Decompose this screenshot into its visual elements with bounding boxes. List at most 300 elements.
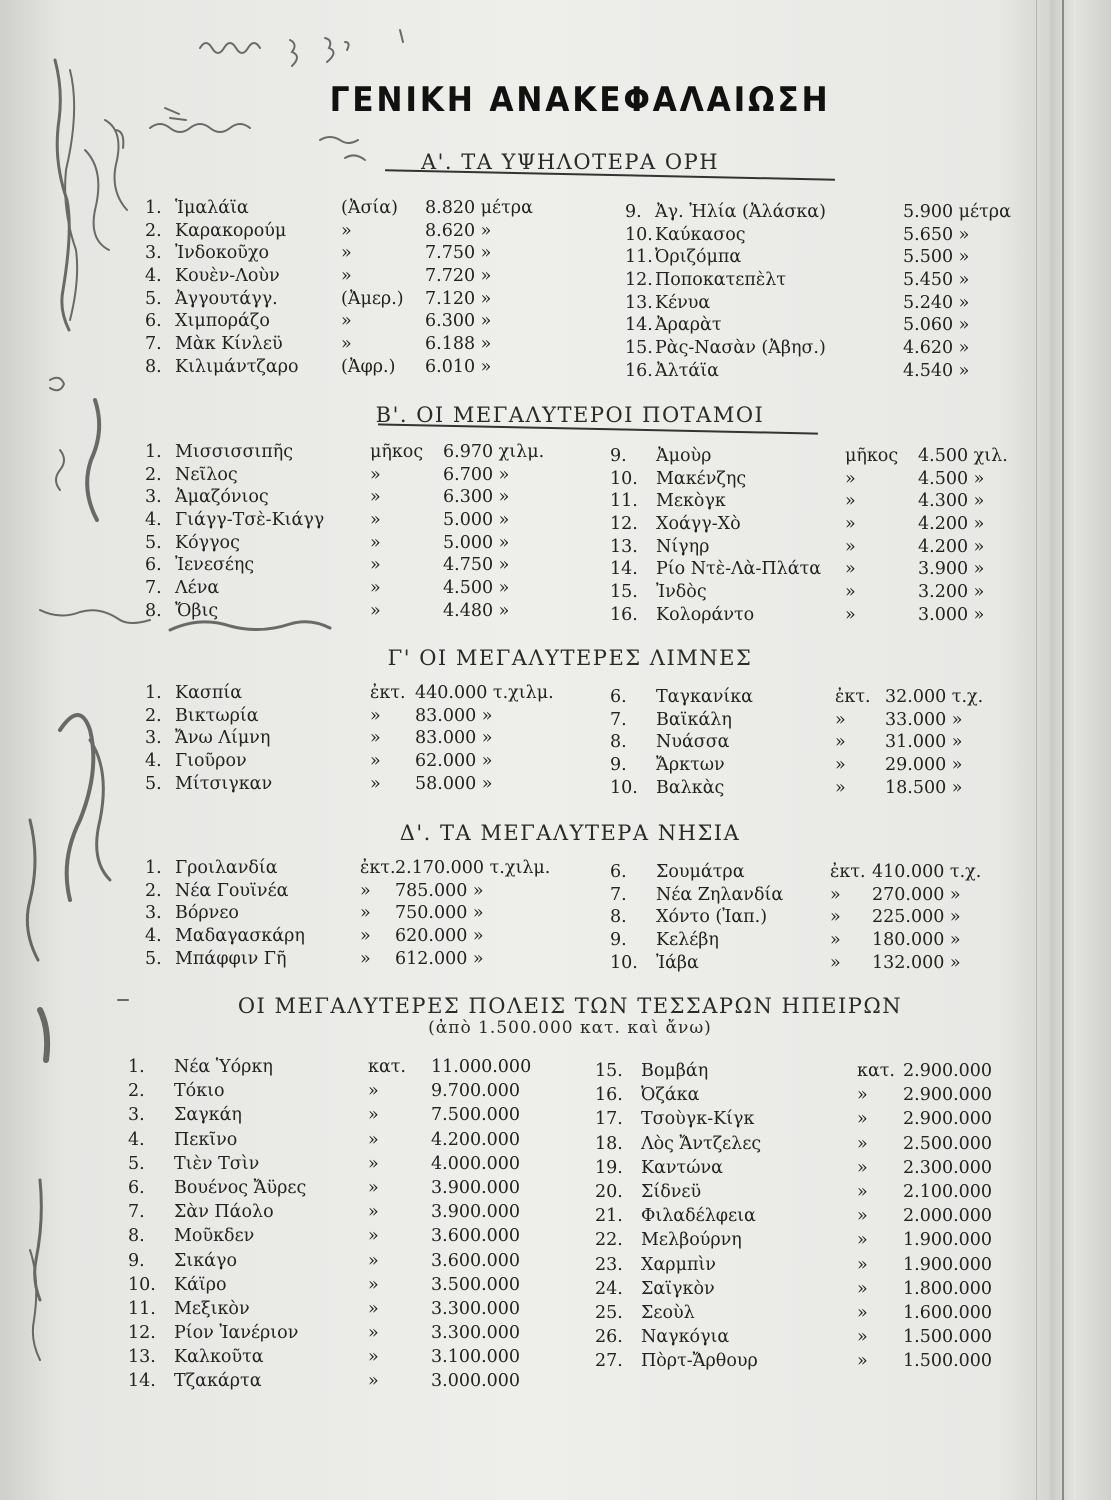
item-value: 32.000 τ.χ. (885, 687, 984, 707)
item-name: Ρίον Ἰανέριον (174, 1323, 299, 1344)
section-heading-rivers: Β'. ΟΙ ΜΕΓΑΛΥΤΕΡΟΙ ΠΟΤΑΜΟΙ (375, 403, 765, 427)
item-value: 270.000 » (872, 884, 961, 905)
list-item (595, 1182, 1015, 1206)
list-item (610, 953, 1030, 976)
item-name: Ναγκόγια (641, 1327, 730, 1348)
item-prefix: » (857, 1230, 868, 1251)
item-n: 10. (610, 952, 638, 973)
item-value: 29.000 » (885, 755, 963, 776)
item-name: Καλκοῦτα (174, 1347, 264, 1368)
item-n: 5. (145, 948, 162, 969)
list-item (610, 710, 1030, 733)
item-value: 31.000 » (885, 732, 963, 753)
item-prefix: » (857, 1302, 868, 1323)
item-name: Ἄνω Λίμνη (175, 728, 271, 749)
item-value: 6.700 » (443, 464, 510, 485)
item-prefix: » (370, 487, 381, 508)
item-name: Χοάγγ-Χὸ (656, 514, 741, 535)
list-item (128, 1299, 568, 1323)
list-item (610, 778, 1030, 801)
list-item (145, 266, 585, 289)
item-prefix: » (857, 1327, 868, 1348)
list-item (610, 732, 1030, 755)
item-value: 3.600.000 (431, 1226, 521, 1247)
item-prefix: » (370, 532, 381, 553)
item-value: 4.500 » (918, 468, 985, 489)
item-name: Τιὲν Τσὶν (174, 1153, 260, 1174)
item-value: 3.900 » (918, 559, 985, 580)
item-value: 6.188 » (425, 334, 492, 355)
list-item (145, 465, 585, 488)
item-n: 12. (128, 1323, 156, 1344)
item-value: 3.900.000 (431, 1177, 521, 1198)
item-n: 27. (595, 1351, 623, 1372)
item-prefix: » (368, 1347, 379, 1368)
item-name: Μακένζης (656, 468, 747, 489)
list-item (145, 903, 585, 926)
item-name: Μεκὸγκ (656, 491, 726, 512)
list-item (595, 1351, 1015, 1375)
item-prefix: ἐκτ. (360, 858, 396, 878)
item-prefix: » (845, 491, 856, 512)
item-n: 2. (145, 705, 162, 726)
cities-right-column (595, 1061, 1015, 1375)
item-value: 5.000 » (443, 532, 510, 553)
item-n: 5. (128, 1153, 145, 1174)
item-prefix: κατ. (857, 1061, 895, 1081)
item-n: 15. (610, 582, 638, 603)
item-prefix: » (845, 604, 856, 625)
item-n: 7. (610, 709, 627, 730)
list-item (625, 315, 1025, 338)
item-name: Βαϊκάλη (656, 709, 732, 730)
list-item (610, 930, 1030, 953)
item-n: 23. (595, 1254, 623, 1275)
item-n: 8. (610, 907, 627, 928)
item-value: 3.200 » (918, 582, 985, 603)
item-name: Νίγηρ (656, 536, 710, 557)
item-n: 10. (625, 224, 653, 245)
item-prefix: » (370, 555, 381, 576)
item-name: Λὸς Ἄντζελες (641, 1133, 762, 1154)
item-n: 16. (595, 1085, 623, 1106)
list-item (610, 687, 1030, 710)
item-value: 1.900.000 (903, 1230, 993, 1251)
item-n: 4. (145, 266, 162, 287)
list-item (128, 1347, 568, 1371)
item-n: 19. (595, 1157, 623, 1178)
item-value: 5.650 » (903, 224, 970, 245)
item-name: Μπάφφιν Γῆ (175, 948, 287, 969)
item-prefix: » (857, 1254, 868, 1275)
item-name: Σίδνεϋ (641, 1181, 702, 1202)
list-item (145, 774, 585, 797)
item-name: Φιλαδέλφεια (641, 1206, 756, 1227)
item-prefix: » (370, 751, 381, 772)
item-prefix: » (857, 1157, 868, 1178)
list-item (128, 1202, 568, 1226)
item-prefix: » (835, 755, 846, 776)
item-prefix: » (835, 777, 846, 798)
item-n: 25. (595, 1302, 623, 1323)
item-prefix: » (360, 926, 371, 947)
item-n: 9. (610, 446, 627, 466)
list-item (128, 1105, 568, 1129)
item-name: Λένα (175, 578, 220, 599)
item-n: 1. (145, 442, 162, 462)
list-item (595, 1255, 1015, 1279)
item-value: 1.800.000 (903, 1278, 993, 1299)
item-value: 5.060 » (903, 315, 970, 336)
item-name: Βικτωρία (175, 705, 259, 726)
list-item (595, 1158, 1015, 1182)
item-n: 14. (610, 559, 638, 580)
item-value: 6.300 » (425, 311, 492, 332)
item-value: 750.000 » (395, 903, 484, 924)
item-name: Τόκιο (174, 1081, 225, 1102)
item-n: 11. (610, 491, 638, 512)
item-n: 7. (145, 578, 162, 599)
list-item (128, 1226, 568, 1250)
item-name: Χαρμπὶν (641, 1254, 716, 1275)
item-value: 8.820 μέτρα (425, 198, 533, 218)
item-n: 10. (610, 468, 638, 489)
item-n: 2. (128, 1081, 145, 1102)
item-value: 132.000 » (872, 952, 961, 973)
list-item (145, 198, 585, 221)
item-n: 13. (128, 1347, 156, 1368)
item-prefix: » (360, 880, 371, 901)
item-name: Βουένος Ἄϋρες (174, 1177, 307, 1198)
list-item (610, 514, 1030, 537)
item-value: 2.000.000 (903, 1206, 993, 1227)
item-name: Ἰενεσέης (175, 555, 255, 576)
item-value: 9.700.000 (431, 1081, 521, 1102)
item-name: Σεοὺλ (641, 1302, 695, 1323)
list-item (595, 1061, 1015, 1085)
item-n: 3. (128, 1105, 145, 1126)
item-name: Βόρνεο (175, 903, 239, 924)
list-item (145, 221, 585, 244)
item-region: » (341, 334, 352, 355)
item-n: 7. (610, 884, 627, 905)
item-name: Ἀμαζόνιος (175, 487, 269, 508)
list-item (610, 755, 1030, 778)
item-n: 2. (145, 880, 162, 901)
item-value: 7.120 » (425, 288, 492, 309)
item-value: 3.300.000 (431, 1298, 521, 1319)
item-value: 4.500 » (443, 578, 510, 599)
item-n: 6. (128, 1177, 145, 1198)
list-item (145, 751, 585, 774)
item-prefix: » (830, 884, 841, 905)
item-value: 3.300.000 (431, 1323, 521, 1344)
item-n: 9. (610, 755, 627, 776)
page-edge-line (1036, 0, 1037, 1500)
item-name: Ἀλτάϊα (655, 360, 719, 381)
list-item (610, 491, 1030, 514)
list-item (610, 605, 1030, 628)
item-value: 4.300 » (918, 491, 985, 512)
item-name: Ἀραρὰτ (655, 315, 722, 336)
item-n: 2. (145, 220, 162, 241)
item-n: 8. (128, 1226, 145, 1247)
list-item (145, 487, 585, 510)
item-n: 5. (145, 773, 162, 794)
item-prefix: » (857, 1181, 868, 1202)
item-prefix: » (368, 1323, 379, 1344)
item-prefix: » (360, 903, 371, 924)
item-prefix: » (835, 732, 846, 753)
list-item (625, 361, 1025, 384)
item-n: 7. (145, 334, 162, 355)
item-value: 5.450 » (903, 270, 970, 291)
item-value: 620.000 » (395, 926, 484, 947)
item-n: 11. (128, 1298, 156, 1319)
list-item (128, 1178, 568, 1202)
item-value: 2.900.000 (903, 1109, 993, 1130)
item-n: 1. (145, 683, 162, 703)
list-item (128, 1251, 568, 1275)
item-n: 6. (610, 687, 627, 707)
item-name: Μίτσιγκαν (175, 773, 273, 794)
list-item (145, 442, 585, 465)
list-item (145, 858, 585, 881)
item-value: 2.170.000 τ.χιλμ. (395, 858, 551, 878)
item-n: 6. (610, 862, 627, 882)
item-value: 7.750 » (425, 243, 492, 264)
item-value: 3.500.000 (431, 1274, 521, 1295)
item-value: 1.500.000 (903, 1327, 993, 1348)
item-n: 1. (145, 198, 162, 218)
list-item (145, 881, 585, 904)
item-value: 58.000 » (415, 773, 493, 794)
item-name: Κιλιμάντζαρο (175, 356, 299, 377)
list-item (625, 247, 1025, 270)
item-name: Κελέβη (656, 930, 719, 951)
item-value: 5.500 » (903, 247, 970, 268)
item-name: Ὄβις (175, 600, 219, 621)
item-n: 1. (128, 1057, 145, 1077)
list-item (595, 1206, 1015, 1230)
item-n: 22. (595, 1230, 623, 1251)
item-value: 1.600.000 (903, 1302, 993, 1323)
list-item (610, 907, 1030, 930)
item-n: 13. (610, 536, 638, 557)
item-name: Ρὰς-Νασὰν (Ἀβησ.) (655, 338, 826, 359)
item-value: 4.750 » (443, 555, 510, 576)
item-prefix: » (368, 1274, 379, 1295)
item-value: 83.000 » (415, 728, 493, 749)
item-n: 14. (128, 1371, 156, 1392)
item-n: 9. (128, 1250, 145, 1271)
item-prefix: » (857, 1133, 868, 1154)
item-name: Ὀριζόμπα (655, 247, 742, 268)
item-value: 62.000 » (415, 751, 493, 772)
item-prefix: » (830, 930, 841, 951)
list-item (595, 1134, 1015, 1158)
item-n: 1. (145, 858, 162, 878)
item-n: 16. (610, 604, 638, 625)
item-value: 1.900.000 (903, 1254, 993, 1275)
item-region: (Ἀφρ.) (341, 356, 396, 377)
item-prefix: » (368, 1298, 379, 1319)
item-name: Πεκῖνο (174, 1129, 238, 1150)
item-prefix: » (370, 578, 381, 599)
item-name: Βαλκὰς (656, 777, 725, 798)
item-name: Σαϊγκὸν (641, 1278, 715, 1299)
item-name: Σὰν Πάολο (174, 1202, 274, 1223)
list-item (128, 1130, 568, 1154)
item-value: 440.000 τ.χιλμ. (415, 683, 554, 703)
item-n: 3. (145, 903, 162, 924)
item-prefix: » (368, 1081, 379, 1102)
item-n: 5. (145, 288, 162, 309)
item-value: 2.300.000 (903, 1157, 993, 1178)
item-name: Ἰάβα (656, 952, 699, 973)
item-name: Κασπία (175, 683, 243, 703)
list-item (595, 1085, 1015, 1109)
item-name: Κόγγος (175, 532, 240, 553)
item-name: Ἄρκτων (656, 755, 725, 776)
item-name: Χόντο (Ἰαπ.) (656, 907, 768, 928)
item-name: Κουὲν-Λοὺν (175, 266, 280, 287)
item-value: 3.000 » (918, 604, 985, 625)
list-item (595, 1327, 1015, 1351)
item-name: Μὰκ Κίνλεϋ (175, 334, 283, 355)
item-n: 10. (610, 777, 638, 798)
list-item (610, 582, 1030, 605)
item-name: Ἀγγουτάγγ. (175, 288, 278, 309)
item-prefix: » (370, 705, 381, 726)
item-name: Γιοῦρον (175, 751, 247, 772)
list-item (128, 1154, 568, 1178)
item-n: 4. (128, 1129, 145, 1150)
list-item (128, 1057, 568, 1081)
item-name: Σουμάτρα (656, 862, 745, 882)
list-item (128, 1081, 568, 1105)
item-prefix: » (857, 1278, 868, 1299)
item-name: Νέα Ὑόρκη (174, 1057, 273, 1077)
item-prefix: » (845, 559, 856, 580)
list-item (145, 706, 585, 729)
item-n: 7. (128, 1202, 145, 1223)
item-value: 225.000 » (872, 907, 961, 928)
item-value: 7.720 » (425, 266, 492, 287)
item-name: Σικάγο (174, 1250, 237, 1271)
item-name: Πὸρτ-Ἄρθουρ (641, 1351, 758, 1372)
item-n: 12. (625, 270, 653, 291)
item-name: Ταγκανίκα (656, 687, 753, 707)
list-item (595, 1230, 1015, 1254)
item-name: Τζακάρτα (174, 1371, 262, 1392)
lakes-right-column (610, 687, 1030, 800)
item-prefix: » (857, 1085, 868, 1106)
item-n: 9. (610, 930, 627, 951)
item-n: 20. (595, 1181, 623, 1202)
item-prefix: » (857, 1109, 868, 1130)
item-value: 8.620 » (425, 220, 492, 241)
item-name: Χιμποράζο (175, 311, 270, 332)
item-value: 5.240 » (903, 292, 970, 313)
item-value: 3.100.000 (431, 1347, 521, 1368)
rivers-left-column (145, 442, 585, 624)
item-n: 8. (610, 732, 627, 753)
islands-left-column (145, 858, 585, 971)
item-name: Βομβάη (641, 1061, 709, 1081)
item-value: 785.000 » (395, 880, 484, 901)
mountains-left-column (145, 198, 585, 380)
item-value: 5.000 » (443, 510, 510, 531)
item-n: 15. (595, 1061, 623, 1081)
item-value: 4.200.000 (431, 1129, 521, 1150)
list-item (595, 1109, 1015, 1133)
item-name: Καντώνα (641, 1157, 723, 1178)
item-value: 18.500 » (885, 777, 963, 798)
item-region: (Ἀσία) (341, 198, 398, 218)
item-prefix: » (845, 536, 856, 557)
item-name: Ἀμοὺρ (656, 446, 712, 466)
item-value: 4.480 » (443, 600, 510, 621)
list-item (128, 1275, 568, 1299)
item-prefix: » (370, 510, 381, 531)
islands-right-column (610, 862, 1030, 975)
item-name: Νέα Γουϊνέα (175, 880, 289, 901)
list-item (145, 555, 585, 578)
item-n: 11. (625, 247, 653, 268)
list-item (145, 949, 585, 972)
item-name: Μαδαγασκάρη (175, 926, 305, 947)
rivers-right-column (610, 446, 1030, 628)
lakes-left-column (145, 683, 585, 796)
item-prefix: » (830, 907, 841, 928)
item-value: 33.000 » (885, 709, 963, 730)
item-value: 2.500.000 (903, 1133, 993, 1154)
list-item (145, 357, 585, 380)
item-n: 10. (128, 1274, 156, 1295)
list-item (145, 683, 585, 706)
item-name: Γροιλανδία (175, 858, 278, 878)
item-prefix: » (370, 600, 381, 621)
item-value: 4.500 χιλ. (918, 446, 1008, 466)
item-name: Τσοὺγκ-Κίγκ (641, 1109, 755, 1130)
item-region: » (341, 311, 352, 332)
list-item (145, 601, 585, 624)
item-region: » (341, 243, 352, 264)
section-heading-cities: ΟΙ ΜΕΓΑΛΥΤΕΡΕΣ ΠΟΛΕΙΣ ΤΩΝ ΤΕΣΣΑΡΩΝ ΗΠΕΙΡΩΝ (237, 994, 903, 1018)
item-n: 15. (625, 338, 653, 359)
item-prefix: » (368, 1250, 379, 1271)
item-n: 21. (595, 1206, 623, 1227)
item-name: Κολοράντο (656, 604, 755, 625)
item-n: 3. (145, 243, 162, 264)
item-value: 6.970 χιλμ. (443, 442, 545, 462)
item-prefix: » (370, 728, 381, 749)
item-name: Ἀγ. Ἠλία (Ἀλάσκα) (655, 202, 826, 222)
item-value: 3.000.000 (431, 1371, 521, 1392)
item-prefix: μῆκος (370, 442, 424, 462)
item-n: 26. (595, 1327, 623, 1348)
item-prefix: » (368, 1153, 379, 1174)
item-value: 4.200 » (918, 514, 985, 535)
list-item (610, 862, 1030, 885)
item-name: Καρακορούμ (175, 220, 287, 241)
list-item (625, 225, 1025, 248)
item-n: 13. (625, 292, 653, 313)
item-name: Γιάγγ-Τσὲ-Κιάγγ (175, 510, 325, 531)
item-prefix: » (370, 464, 381, 485)
item-n: 3. (145, 487, 162, 508)
